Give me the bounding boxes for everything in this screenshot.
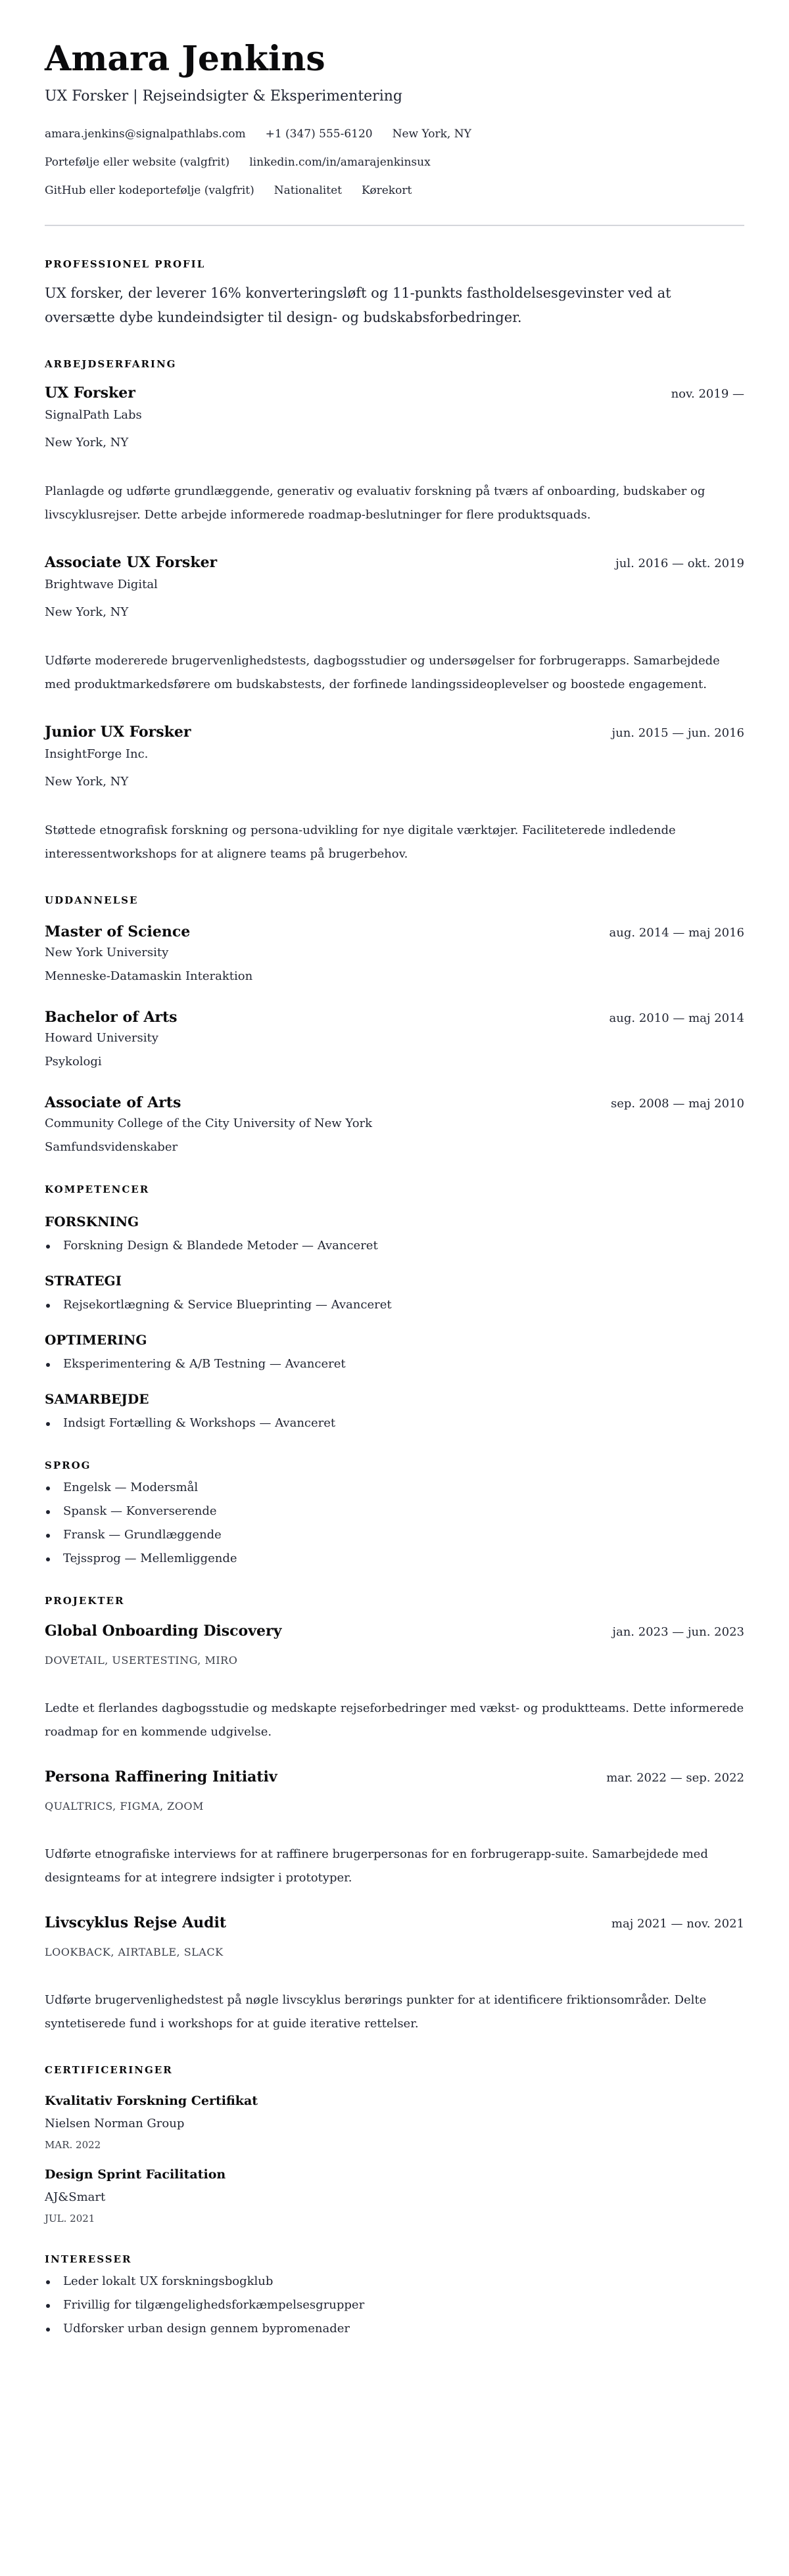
education-entry <box>45 1008 744 1070</box>
interest-item: Leder lokalt UX forskningsbogklub <box>45 2274 744 2289</box>
section-title-skills: KOMPETENCER <box>45 1184 150 1195</box>
project-entry <box>45 1622 744 1744</box>
section-title-profile: PROFESSIONEL PROFIL <box>45 258 206 270</box>
section-title-interests: INTERESSER <box>45 2253 132 2265</box>
skill-group <box>45 1272 744 1313</box>
skill-item: Rejsekortlægning & Service Blueprinting — Avanceret <box>45 1297 744 1313</box>
contact-linkedin[interactable]: linkedin.com/in/amarajenkinsux <box>249 156 431 169</box>
project-tech: QUALTRICS, FIGMA, ZOOM <box>45 1800 204 1812</box>
degree: Master of Science <box>45 923 191 940</box>
job-company: InsightForge Inc. <box>45 747 149 761</box>
contact-row <box>45 126 744 142</box>
contact-phone[interactable]: +1 (347) 555-6120 <box>265 127 373 141</box>
field-of-study: Psykologi <box>45 1055 102 1069</box>
job-description: Planlagde og udførte grundlæggende, generativ og evaluativ forskning på tværs af onboarding, budskaber og livscyklusrejser. Dette arbejde informerede roadmap-beslutninger for flere produktsquads. <box>45 484 705 522</box>
contact-row <box>45 154 744 170</box>
language-item: Fransk — Grundlæggende <box>45 1527 744 1543</box>
degree: Bachelor of Arts <box>45 1009 178 1026</box>
education-section <box>45 894 744 1155</box>
project-title: Persona Raffinering Initiativ <box>45 1768 277 1785</box>
education-dates: sep. 2008 — maj 2010 <box>610 1097 744 1111</box>
job-title: UX Forsker <box>45 384 135 402</box>
project-description: Ledte et flerlandes dagbogsstudie og medskapte rejseforbedringer med vækst- og produktteams. Dette informerede roadmap for en kommende udgivelse. <box>45 1701 744 1739</box>
certifications-section <box>45 2063 744 2225</box>
skill-category: FORSKNING <box>45 1214 139 1230</box>
job-location: New York, NY <box>45 436 129 449</box>
projects-section <box>45 1594 744 2036</box>
profile-summary: UX forsker, der leverer 16% konverteringsløft og 11-punkts fastholdelsesgevinster ved at oversætte dybe kundeindsigter til design- og budskabsforbedringer. <box>45 285 671 325</box>
education-entry <box>45 1093 744 1155</box>
contact-github[interactable]: GitHub eller kodeportefølje (valgfrit) <box>45 184 254 197</box>
certification-issuer: Nielsen Norman Group <box>45 2117 185 2130</box>
interest-list <box>45 2274 744 2337</box>
interest-item: Frivillig for tilgængelighedsforkæmpelsesgrupper <box>45 2297 744 2313</box>
languages-section <box>45 1459 744 1567</box>
certification-issuer: AJ&Smart <box>45 2190 106 2204</box>
project-dates: maj 2021 — nov. 2021 <box>611 1917 744 1931</box>
job-title: Junior UX Forsker <box>45 724 191 741</box>
section-title-projects: PROJEKTER <box>45 1595 125 1607</box>
section-title-languages: SPROG <box>45 1460 91 1471</box>
contact-location: New York, NY <box>392 127 471 141</box>
degree: Associate of Arts <box>45 1094 181 1111</box>
contact-drivers-license: Kørekort <box>361 184 412 197</box>
job-dates: nov. 2019 — <box>671 387 744 401</box>
skills-section <box>45 1183 744 1431</box>
project-dates: mar. 2022 — sep. 2022 <box>606 1771 744 1785</box>
job-entry <box>45 384 744 527</box>
certification-title: Design Sprint Facilitation <box>45 2167 226 2182</box>
skill-category: STRATEGI <box>45 1273 122 1289</box>
education-entry <box>45 923 744 984</box>
contact-email[interactable]: amara.jenkins@signalpathlabs.com <box>45 127 246 141</box>
job-entry <box>45 553 744 697</box>
project-dates: jan. 2023 — jun. 2023 <box>612 1625 744 1639</box>
education-dates: aug. 2014 — maj 2016 <box>609 926 744 940</box>
contact-portfolio[interactable]: Portefølje eller website (valgfrit) <box>45 156 230 169</box>
job-location: New York, NY <box>45 605 129 619</box>
project-tech: DOVETAIL, USERTESTING, MIRO <box>45 1654 238 1667</box>
contact-row <box>45 183 744 198</box>
field-of-study: Menneske-Datamaskin Interaktion <box>45 969 253 983</box>
language-item: Engelsk — Modersmål <box>45 1480 744 1496</box>
section-title-education: UDDANNELSE <box>45 894 139 906</box>
skill-item: Eksperimentering & A/B Testning — Avanceret <box>45 1356 744 1372</box>
institution: Community College of the City University of New York <box>45 1116 373 1130</box>
project-tech: LOOKBACK, AIRTABLE, SLACK <box>45 1946 224 1958</box>
interest-item: Udforsker urban design gennem bypromenader <box>45 2321 744 2337</box>
section-title-experience: ARBEJDSERFARING <box>45 358 177 370</box>
skill-group <box>45 1391 744 1431</box>
job-entry <box>45 723 744 866</box>
job-dates: jun. 2015 — jun. 2016 <box>611 726 744 740</box>
experience-section <box>45 357 744 866</box>
certification-date: MAR. 2022 <box>45 2139 101 2151</box>
institution: New York University <box>45 946 169 959</box>
project-description: Udførte brugervenlighedstest på nøgle livscyklus berørings punkter for at identificere friktionsområder. Delte syntetiserede fund i workshops for at guide iterative rettelser. <box>45 1993 707 2031</box>
job-description: Støttede etnografisk forskning og persona-udvikling for nye digitale værktøjer. Faciliteterede indledende interessentworkshops for at alignere teams på brugerbehov. <box>45 823 676 861</box>
certification-date: JUL. 2021 <box>45 2213 95 2224</box>
language-item: Tejssprog — Mellemliggende <box>45 1551 744 1567</box>
project-entry <box>45 1768 744 1890</box>
project-entry <box>45 1914 744 2036</box>
education-dates: aug. 2010 — maj 2014 <box>609 1011 744 1025</box>
certification-entry <box>45 2166 744 2225</box>
job-location: New York, NY <box>45 775 129 789</box>
resume-header <box>45 39 744 198</box>
job-company: SignalPath Labs <box>45 408 142 422</box>
section-title-certifications: CERTIFICERINGER <box>45 2064 173 2076</box>
project-title: Livscyklus Rejse Audit <box>45 1914 227 1931</box>
project-description: Udførte etnografiske interviews for at raffinere brugerpersonas for en forbrugerapp-suite. Samarbejdede med designteams for at integrere indsigter i prototyper. <box>45 1847 708 1885</box>
job-title: Associate UX Forsker <box>45 554 218 571</box>
candidate-name: Amara Jenkins <box>45 39 325 79</box>
project-title: Global Onboarding Discovery <box>45 1622 282 1640</box>
contact-nationality: Nationalitet <box>274 184 342 197</box>
skill-group <box>45 1331 744 1372</box>
skill-category: OPTIMERING <box>45 1332 147 1348</box>
certification-entry <box>45 2092 744 2151</box>
certification-title: Kvalitativ Forskning Certifikat <box>45 2094 258 2108</box>
profile-section <box>45 258 744 330</box>
job-description: Udførte modererede brugervenlighedstests, dagbogsstudier og undersøgelser for forbrugerapps. Samarbejdede med produktmarkedsførere om budskabstests, der forfinede landingssideoplevelser og boostede engagement. <box>45 654 720 691</box>
job-company: Brightwave Digital <box>45 578 158 591</box>
candidate-headline: UX Forsker | Rejseindsigter & Eksperimentering <box>45 88 402 104</box>
skill-item: Indsigt Fortælling & Workshops — Avanceret <box>45 1415 744 1431</box>
job-dates: jul. 2016 — okt. 2019 <box>615 557 744 570</box>
institution: Howard University <box>45 1031 158 1045</box>
interests-section <box>45 2253 744 2337</box>
header-divider <box>45 225 744 226</box>
skill-category: SAMARBEJDE <box>45 1391 149 1407</box>
skill-group <box>45 1213 744 1254</box>
language-item: Spansk — Konverserende <box>45 1504 744 1519</box>
skill-item: Forskning Design & Blandede Metoder — Avanceret <box>45 1238 744 1254</box>
language-list <box>45 1480 744 1567</box>
field-of-study: Samfundsvidenskaber <box>45 1140 178 1154</box>
